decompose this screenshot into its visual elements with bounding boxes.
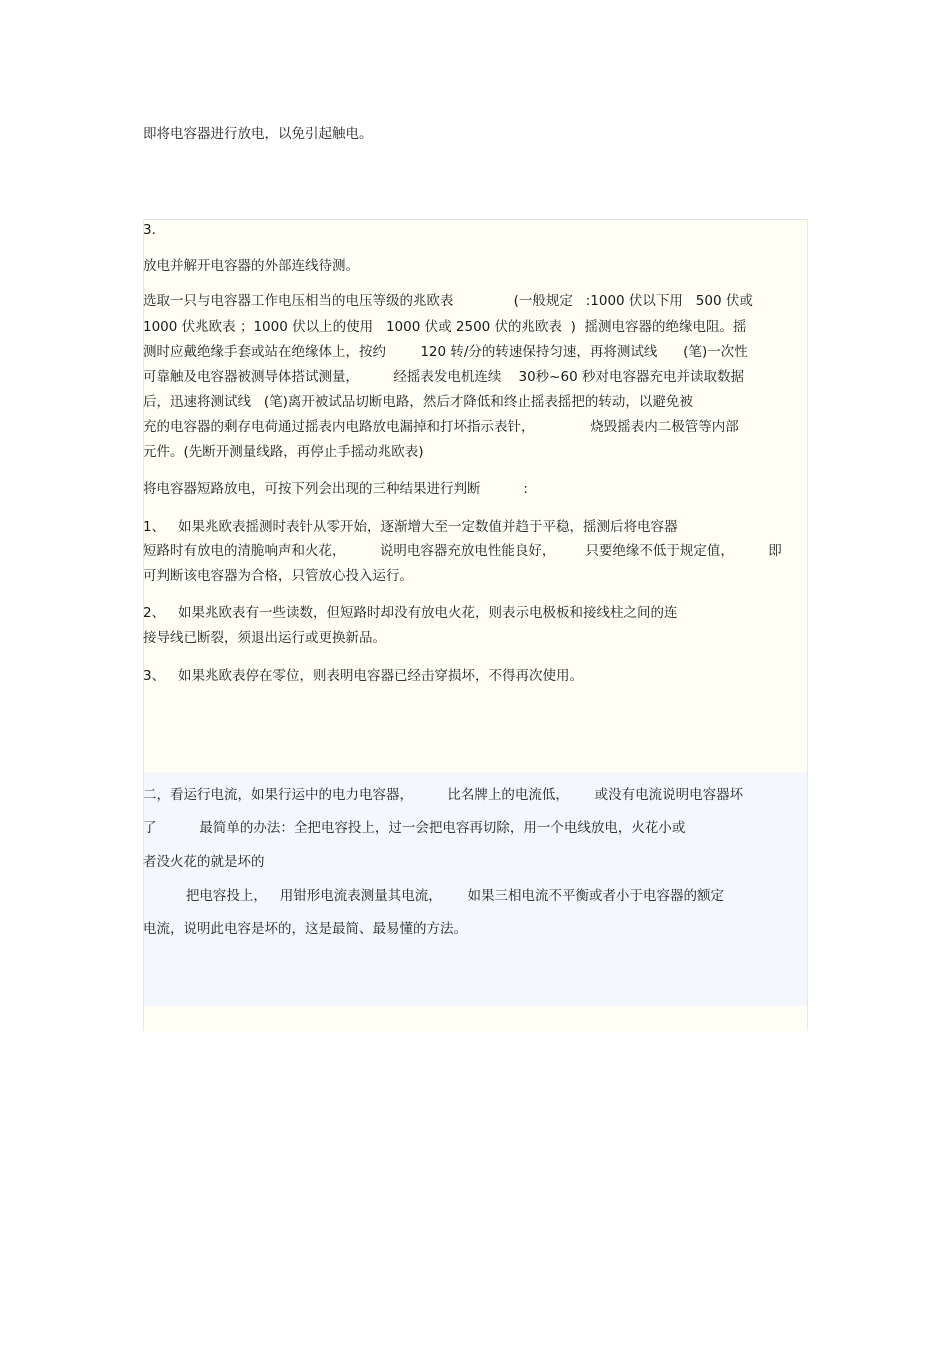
intro-text: 即将电容器进行放电，以免引起触电。 [143,126,373,142]
result-line: 如果兆欧表摇测时表针从零开始，逐渐增大至一定数值并趋于平稳，摇测后将电容器 [178,519,678,535]
paragraph-line: 1000 伏兆欧表 ；1000 伏以上的使用 1000 伏或 2500 伏的兆欧表 ) 摇测电容器的绝缘电阻。摇 [143,319,747,335]
paragraph-line: 选取一只与电容器工作电压相当的电压等级的兆欧表 (一般规定 :1000 伏以下用 500 伏或 [143,293,753,309]
section2-line: 电流，说明此电容是坏的，这是最简、最易懂的方法。 [143,921,467,937]
result-line: 如果兆欧表有一些读数，但短路时却没有放电火花，则表示电极板和接线柱之间的连 [178,605,678,621]
paragraph-line: 测时应戴绝缘手套或站在绝缘体上，按约 120 转/分的转速保持匀速，再将测试线 (笔)一次性 [143,344,748,360]
paragraph-line: 元件。(先断开测量线路，再停止手摇动兆欧表) [143,444,424,460]
result-line: 接导线已断裂，须退出运行或更换新品。 [143,630,386,646]
panel-footer [143,1006,808,1031]
section2-line: 二，看运行电流，如果行运中的电力电容器， 比名牌上的电流低， 或没有电流说明电容器坏 [143,787,744,803]
section2-line: 把电容投上， 用钳形电流表测量其电流， 如果三相电流不平衡或者小于电容器的额定 [143,888,725,904]
result-number: 2、 [143,605,166,621]
paragraph-line: 后，迅速将测试线 (笔)离开被试品切断电路，然后才降低和终止摇表摇把的转动，以避免被 [143,394,693,410]
step-number: 3. [143,222,156,238]
paragraph-line: 可靠触及电容器被测导体搭试测量， 经摇表发电机连续 30秒~60 秒对电容器充电并读取数据 [143,369,744,385]
paragraph-line: 将电容器短路放电，可按下列会出现的三种结果进行判断 : [143,481,528,497]
section2-line: 者没火花的就是坏的 [143,854,265,870]
paragraph-line: 充的电容器的剩存电荷通过摇表内电路放电漏掉和打坏指示表针， 烧毁摇表内二极管等内部 [143,419,739,435]
section2-line: 了 最简单的办法：全把电容投上，过一会把电容再切除，用一个电线放电，火花小或 [143,820,686,836]
paragraph-line: 放电并解开电容器的外部连线待测。 [143,258,359,274]
result-line: 短路时有放电的清脆响声和火花， 说明电容器充放电性能良好， 只要绝缘不低于规定值， 即 [143,543,782,559]
result-line: 可判断该电容器为合格，只管放心投入运行。 [143,568,413,584]
result-line: 如果兆欧表停在零位，则表明电容器已经击穿损坏，不得再次使用。 [178,668,583,684]
result-number: 3、 [143,668,166,684]
result-number: 1、 [143,519,166,535]
